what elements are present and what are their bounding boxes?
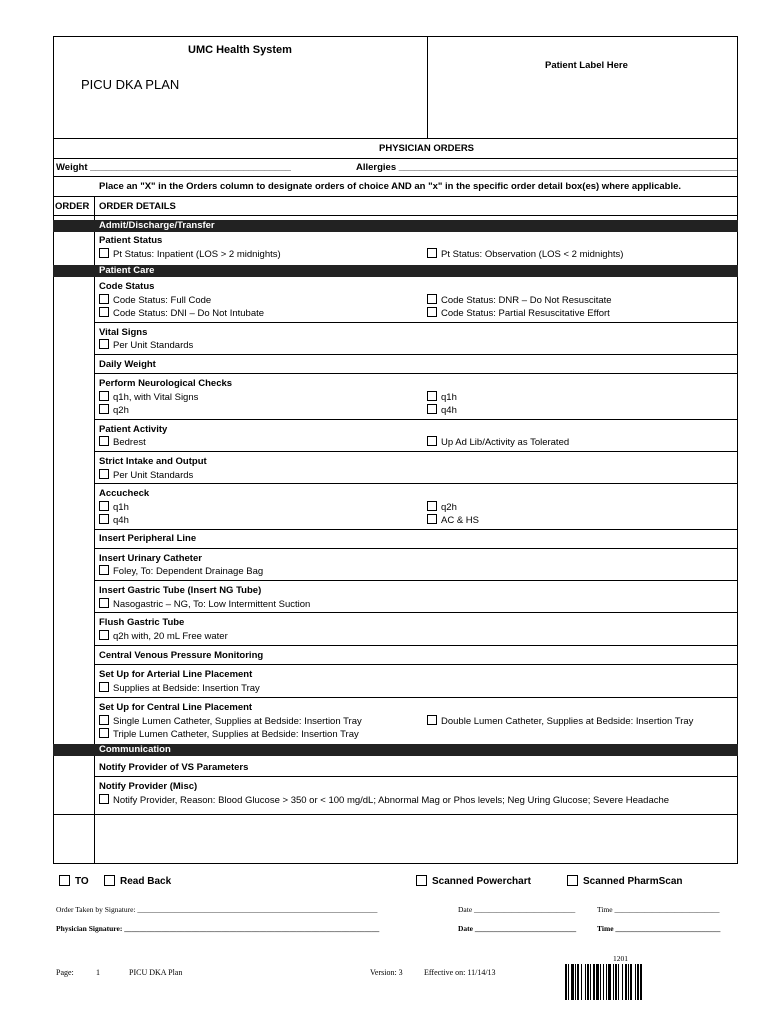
order-vital-signs: Vital Signs — [99, 327, 148, 338]
option-label: Pt Status: Observation (LOS < 2 midnights) — [441, 249, 624, 260]
read-back-label: Read Back — [120, 876, 172, 887]
option-neuro-q1h[interactable] — [427, 391, 457, 403]
rule — [53, 158, 738, 159]
option-single-lumen[interactable] — [99, 715, 362, 727]
option-neuro-q1h-vs[interactable] — [99, 391, 198, 403]
rule — [94, 483, 738, 484]
weight-field[interactable]: Weight ______________________________________ — [56, 162, 291, 173]
scanned-pharmscan-checkbox[interactable] — [567, 875, 682, 887]
checkbox[interactable] — [99, 794, 109, 804]
footer-version: Version: 3 — [370, 968, 403, 977]
option-label: AC & HS — [441, 515, 480, 526]
checkbox[interactable] — [99, 514, 109, 524]
order-code-status: Code Status — [99, 281, 155, 292]
allergies-field[interactable]: Allergies ________________________________________________________________ — [356, 162, 737, 173]
checkbox[interactable] — [99, 307, 109, 317]
order-taken-time[interactable]: Time ____________________________ — [597, 905, 720, 914]
section-admit: Admit/Discharge/Transfer — [99, 220, 215, 231]
option-label: Supplies at Bedside: Insertion Tray — [113, 683, 260, 694]
rule — [94, 354, 738, 355]
to-checkbox[interactable] — [59, 875, 89, 887]
option-label: Notify Provider, Reason: Blood Glucose > 350 or < 100 mg/dL; Abnormal Mag or Phos levels; Neg Uring Glucose; Severe Headache — [113, 795, 670, 806]
option-label: Code Status: Partial Resuscitative Effort — [441, 308, 610, 319]
option-label: Double Lumen Catheter, Supplies at Bedside: Insertion Tray — [441, 716, 694, 727]
order-notify-vs: Notify Provider of VS Parameters — [99, 762, 249, 773]
order-central-line: Set Up for Central Line Placement — [99, 702, 253, 713]
footer-effective-date: Effective on: 11/14/13 — [424, 968, 496, 977]
section-band-care — [53, 265, 738, 277]
checkbox[interactable] — [427, 436, 437, 446]
footer-page-number: 1 — [96, 968, 100, 977]
order-neuro-checks: Perform Neurological Checks — [99, 378, 233, 389]
option-label: Foley, To: Dependent Drainage Bag — [113, 566, 264, 577]
checkbox[interactable] — [427, 404, 437, 414]
option-vs-unit[interactable] — [99, 339, 193, 351]
read-back-checkbox[interactable] — [104, 875, 171, 887]
option-bedrest[interactable] — [99, 436, 146, 448]
checkbox[interactable] — [99, 728, 109, 738]
checkbox[interactable] — [99, 294, 109, 304]
rule — [94, 645, 738, 646]
order-notify-misc: Notify Provider (Misc) — [99, 781, 198, 792]
plan-title: PICU DKA PLAN — [81, 77, 180, 92]
rule — [94, 548, 738, 549]
scanned-pharmscan-label: Scanned PharmScan — [583, 876, 683, 887]
barcode-number: 1201 — [613, 954, 628, 963]
instruction-text: Place an "X" in the Orders column to designate orders of choice AND an "x" in the specific order detail box(es) where applicable. — [99, 181, 682, 192]
rule — [94, 697, 738, 698]
order-taken-date[interactable]: Date ___________________________ — [458, 905, 576, 914]
order-cvp-monitoring: Central Venous Pressure Monitoring — [99, 650, 264, 661]
rule — [53, 176, 738, 177]
checkbox[interactable] — [427, 501, 437, 511]
rule — [53, 138, 738, 139]
rule — [53, 215, 738, 216]
option-nasogastric[interactable] — [99, 598, 310, 610]
checkbox[interactable] — [99, 598, 109, 608]
column-order-details: ORDER DETAILS — [99, 201, 176, 212]
option-label: q1h — [441, 392, 457, 403]
section-communication: Communication — [99, 744, 171, 755]
checkbox[interactable] — [416, 875, 427, 886]
option-label: q1h — [113, 502, 129, 513]
to-label: TO — [75, 876, 89, 887]
checkbox[interactable] — [427, 294, 437, 304]
checkbox[interactable] — [99, 501, 109, 511]
checkbox[interactable] — [99, 436, 109, 446]
checkbox[interactable] — [104, 875, 115, 886]
scanned-powerchart-checkbox[interactable] — [416, 875, 531, 887]
rule — [53, 196, 738, 197]
checkbox[interactable] — [99, 248, 109, 258]
option-flush-q2h[interactable] — [99, 630, 228, 642]
checkbox[interactable] — [99, 404, 109, 414]
option-label: q4h — [113, 515, 129, 526]
column-order: ORDER — [55, 201, 90, 212]
rule — [94, 419, 738, 420]
checkbox[interactable] — [427, 715, 437, 725]
option-label: Per Unit Standards — [113, 340, 194, 351]
order-flush-gastric: Flush Gastric Tube — [99, 617, 185, 628]
option-neuro-q2h[interactable] — [99, 404, 129, 416]
checkbox[interactable] — [427, 391, 437, 401]
rule — [94, 373, 738, 374]
rule — [94, 451, 738, 452]
scanned-powerchart-label: Scanned Powerchart — [432, 876, 531, 887]
checkbox[interactable] — [99, 682, 109, 692]
option-inpatient[interactable] — [99, 248, 281, 260]
option-arterial-supplies[interactable] — [99, 682, 260, 694]
option-label: q2h with, 20 mL Free water — [113, 631, 228, 642]
option-full-code[interactable] — [99, 294, 211, 306]
rule — [94, 580, 738, 581]
option-label: q4h — [441, 405, 457, 416]
order-accucheck: Accucheck — [99, 488, 150, 499]
order-patient-status: Patient Status — [99, 235, 163, 246]
option-dni[interactable] — [99, 307, 264, 319]
option-notify-reason[interactable] — [99, 794, 669, 806]
checkbox[interactable] — [59, 875, 70, 886]
physician-signature[interactable]: Physician Signature: ____________________________________________________________________ — [56, 924, 380, 933]
patient-label: Patient Label Here — [545, 60, 628, 71]
option-label: Nasogastric – NG, To: Low Intermittent Suction — [113, 599, 311, 610]
physician-orders-heading: PHYSICIAN ORDERS — [379, 143, 475, 154]
order-peripheral-line: Insert Peripheral Line — [99, 533, 197, 544]
checkbox[interactable] — [99, 469, 109, 479]
option-label: Per Unit Standards — [113, 470, 194, 481]
section-care: Patient Care — [99, 265, 155, 276]
option-label: q2h — [113, 405, 129, 416]
option-label: q1h, with Vital Signs — [113, 392, 199, 403]
option-label: q2h — [441, 502, 457, 513]
rule — [94, 322, 738, 323]
option-triple-lumen[interactable] — [99, 728, 359, 740]
order-daily-weight: Daily Weight — [99, 359, 156, 370]
option-label: Triple Lumen Catheter, Supplies at Bedside: Insertion Tray — [113, 729, 359, 740]
order-patient-activity: Patient Activity — [99, 424, 168, 435]
option-label: Pt Status: Inpatient (LOS > 2 midnights) — [113, 249, 281, 260]
checkbox[interactable] — [567, 875, 578, 886]
footer-page-label: Page: — [56, 968, 74, 977]
option-foley[interactable] — [99, 565, 263, 577]
header-divider — [427, 36, 428, 138]
rule — [94, 664, 738, 665]
barcode-image — [565, 964, 695, 1000]
option-label: Code Status: DNI – Do Not Intubate — [113, 308, 265, 319]
checkbox[interactable] — [99, 391, 109, 401]
option-neuro-q4h[interactable] — [427, 404, 457, 416]
order-urinary-catheter: Insert Urinary Catheter — [99, 553, 202, 564]
option-double-lumen[interactable] — [427, 715, 693, 727]
barcode-bar — [642, 964, 643, 1000]
rule — [94, 529, 738, 530]
option-observation[interactable] — [427, 248, 623, 260]
option-partial[interactable] — [427, 307, 610, 319]
order-taken-signature[interactable]: Order Taken by Signature: ________________________________________________________________ — [56, 905, 378, 914]
rule — [53, 814, 738, 815]
option-label: Code Status: Full Code — [113, 295, 212, 306]
order-gastric-tube: Insert Gastric Tube (Insert NG Tube) — [99, 585, 262, 596]
option-acc-q4h[interactable] — [99, 514, 129, 526]
option-acc-q1h[interactable] — [99, 501, 129, 513]
footer-document-name: PICU DKA Plan — [129, 968, 183, 977]
physician-date[interactable]: Date ___________________________ — [458, 924, 577, 933]
checkbox[interactable] — [427, 307, 437, 317]
option-label: Up Ad Lib/Activity as Tolerated — [441, 437, 570, 448]
option-io-unit[interactable] — [99, 469, 193, 481]
order-arterial-line: Set Up for Arterial Line Placement — [99, 669, 253, 680]
physician-time[interactable]: Time ____________________________ — [597, 924, 721, 933]
rule — [94, 776, 738, 777]
option-dnr[interactable] — [427, 294, 612, 306]
option-up-ad-lib[interactable] — [427, 436, 569, 448]
checkbox[interactable] — [427, 514, 437, 524]
order-column-divider — [94, 196, 95, 864]
order-intake-output: Strict Intake and Output — [99, 456, 207, 467]
checkbox[interactable] — [427, 248, 437, 258]
checkbox[interactable] — [99, 715, 109, 725]
option-acc-achs[interactable] — [427, 514, 479, 526]
option-label: Bedrest — [113, 437, 146, 448]
option-label: Single Lumen Catheter, Supplies at Bedside: Insertion Tray — [113, 716, 362, 727]
rule — [94, 612, 738, 613]
option-label: Code Status: DNR – Do Not Resuscitate — [441, 295, 612, 306]
org-name: UMC Health System — [188, 44, 292, 56]
checkbox[interactable] — [99, 565, 109, 575]
checkbox[interactable] — [99, 339, 109, 349]
checkbox[interactable] — [99, 630, 109, 640]
option-acc-q2h[interactable] — [427, 501, 457, 513]
